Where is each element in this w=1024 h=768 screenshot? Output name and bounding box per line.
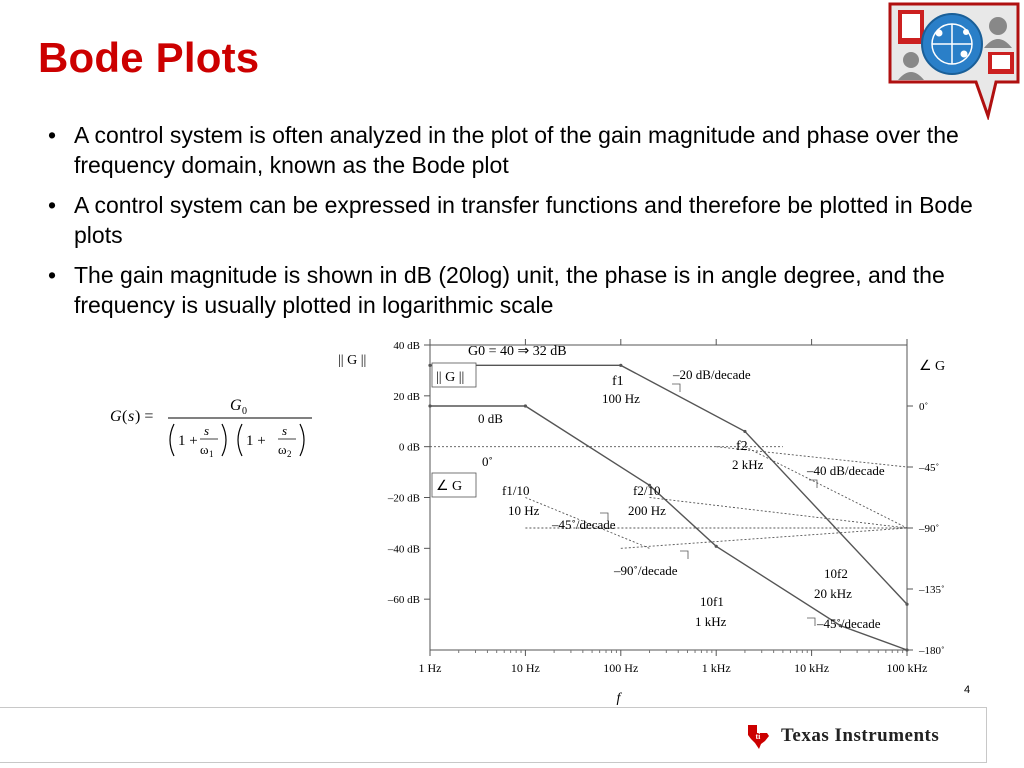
phase-zero-label: 0˚ xyxy=(482,454,493,469)
y-left-tick-label: –40 dB xyxy=(387,543,420,556)
svg-text:0: 0 xyxy=(242,406,247,417)
zero-db-label: 0 dB xyxy=(478,411,503,426)
y-right-tick-label: –90˚ xyxy=(919,523,940,535)
ten-f2-label: 10f2 xyxy=(824,566,848,581)
f2-value-label: 2 kHz xyxy=(732,457,764,472)
svg-text:1: 1 xyxy=(209,449,214,459)
svg-text:ω: ω xyxy=(278,442,287,457)
svg-text:ω: ω xyxy=(200,442,209,457)
y-left-tick-label: –20 dB xyxy=(387,492,420,505)
transfer-function-formula xyxy=(100,388,330,468)
bullet-item: • The gain magnitude is shown in dB (20log) unit, the phase is in angle degree, and the frequency is usually plotted in logarithmic scale xyxy=(48,262,945,318)
svg-text:ti: ti xyxy=(755,732,761,741)
x-tick-label: 10 kHz xyxy=(794,661,830,675)
svg-text:G: G xyxy=(110,408,122,425)
phase-point xyxy=(905,648,908,651)
gain-point xyxy=(905,603,908,606)
x-tick-label: 1 kHz xyxy=(701,661,731,675)
bullet-list xyxy=(48,120,978,330)
y-left-tick-label: 0 dB xyxy=(398,441,420,454)
f2-over-10-value-label: 200 Hz xyxy=(628,503,666,518)
x-tick-label: 10 Hz xyxy=(510,661,540,675)
svg-text:) =: ) = xyxy=(135,408,154,425)
y-left-tick-label: –60 dB xyxy=(387,594,420,607)
ref-diag-4 xyxy=(745,447,907,528)
g0-annotation: G0 = 40 ⇒ 32 dB xyxy=(468,344,567,359)
f2-over-10-label: f2/10 xyxy=(633,483,661,498)
slope-40db-label: –40 dB/decade xyxy=(807,463,885,478)
y-left-tick-label: 40 dB xyxy=(393,340,420,352)
svg-text:(: ( xyxy=(122,408,128,425)
slope-marker xyxy=(680,551,688,559)
ten-f1-value-label: 1 kHz xyxy=(695,614,727,629)
svg-text:1 +: 1 + xyxy=(246,433,266,449)
f2-label: f2 xyxy=(736,439,748,454)
gain-point xyxy=(743,430,746,433)
slope-90deg-label: –90˚/decade xyxy=(614,563,678,578)
x-axis-label: f xyxy=(616,691,621,705)
svg-text:G: G xyxy=(230,397,242,414)
y-right-tick-label: 0˚ xyxy=(919,401,929,413)
page-number: 4 xyxy=(964,684,971,696)
svg-text:s: s xyxy=(282,423,288,438)
y-right-tick-label: –135˚ xyxy=(919,584,945,596)
gain-box-label: || G || xyxy=(436,370,465,385)
slope-20db-label: –20 dB/decade xyxy=(673,367,751,382)
brand-name: Texas Instruments xyxy=(781,725,940,746)
bullet-item: • A control system is often analyzed in the plot of the gain magnitude and phase over the frequency domain, known as the Bode plot xyxy=(48,122,959,178)
slope-marker xyxy=(672,384,680,392)
svg-text:s: s xyxy=(128,408,135,425)
footer-bar xyxy=(0,707,987,763)
x-tick-label: 1 Hz xyxy=(418,661,442,675)
phase-box-label: ∠ G xyxy=(436,479,463,494)
f1-over-10-value-label: 10 Hz xyxy=(508,503,540,518)
y-left-tick-label: 20 dB xyxy=(393,390,420,403)
slope-45deg-label-2: –45˚/decade xyxy=(817,616,881,631)
slide-title: Bode Plots xyxy=(38,34,260,81)
y-right-tick-label: –180˚ xyxy=(919,645,945,657)
ref-diag-3 xyxy=(621,528,907,548)
bode-plot-chart xyxy=(330,335,970,705)
f1-value-label: 100 Hz xyxy=(602,391,640,406)
phase-point xyxy=(524,404,527,407)
f1-label: f1 xyxy=(612,374,624,389)
connected-devices-logo-icon xyxy=(884,0,1024,120)
slope-45deg-label-1: –45˚/decade xyxy=(552,517,616,532)
x-tick-label: 100 Hz xyxy=(603,661,639,675)
slope-marker xyxy=(807,618,815,626)
y-right-tick-label: –45˚ xyxy=(919,462,940,474)
texas-map-icon xyxy=(745,722,773,750)
y-right-axis-label: ∠ G xyxy=(919,359,946,374)
f1-over-10-label: f1/10 xyxy=(502,483,530,498)
ref-diag-2 xyxy=(650,498,907,529)
ten-f1-label: 10f1 xyxy=(700,594,724,609)
svg-text:s: s xyxy=(204,423,210,438)
svg-text:2: 2 xyxy=(287,449,292,459)
phase-point xyxy=(428,404,431,407)
x-tick-label: 100 kHz xyxy=(886,661,928,675)
bullet-item: • A control system can be expressed in transfer functions and therefore be plotted in Bode plots xyxy=(48,192,973,248)
phase-point xyxy=(715,545,718,548)
ten-f2-value-label: 20 kHz xyxy=(814,586,852,601)
gain-point xyxy=(428,364,431,367)
texas-instruments-logo xyxy=(745,722,939,750)
gain-point xyxy=(619,364,622,367)
svg-text:1 +: 1 + xyxy=(178,433,198,449)
y-left-axis-label: || G || xyxy=(338,353,367,368)
